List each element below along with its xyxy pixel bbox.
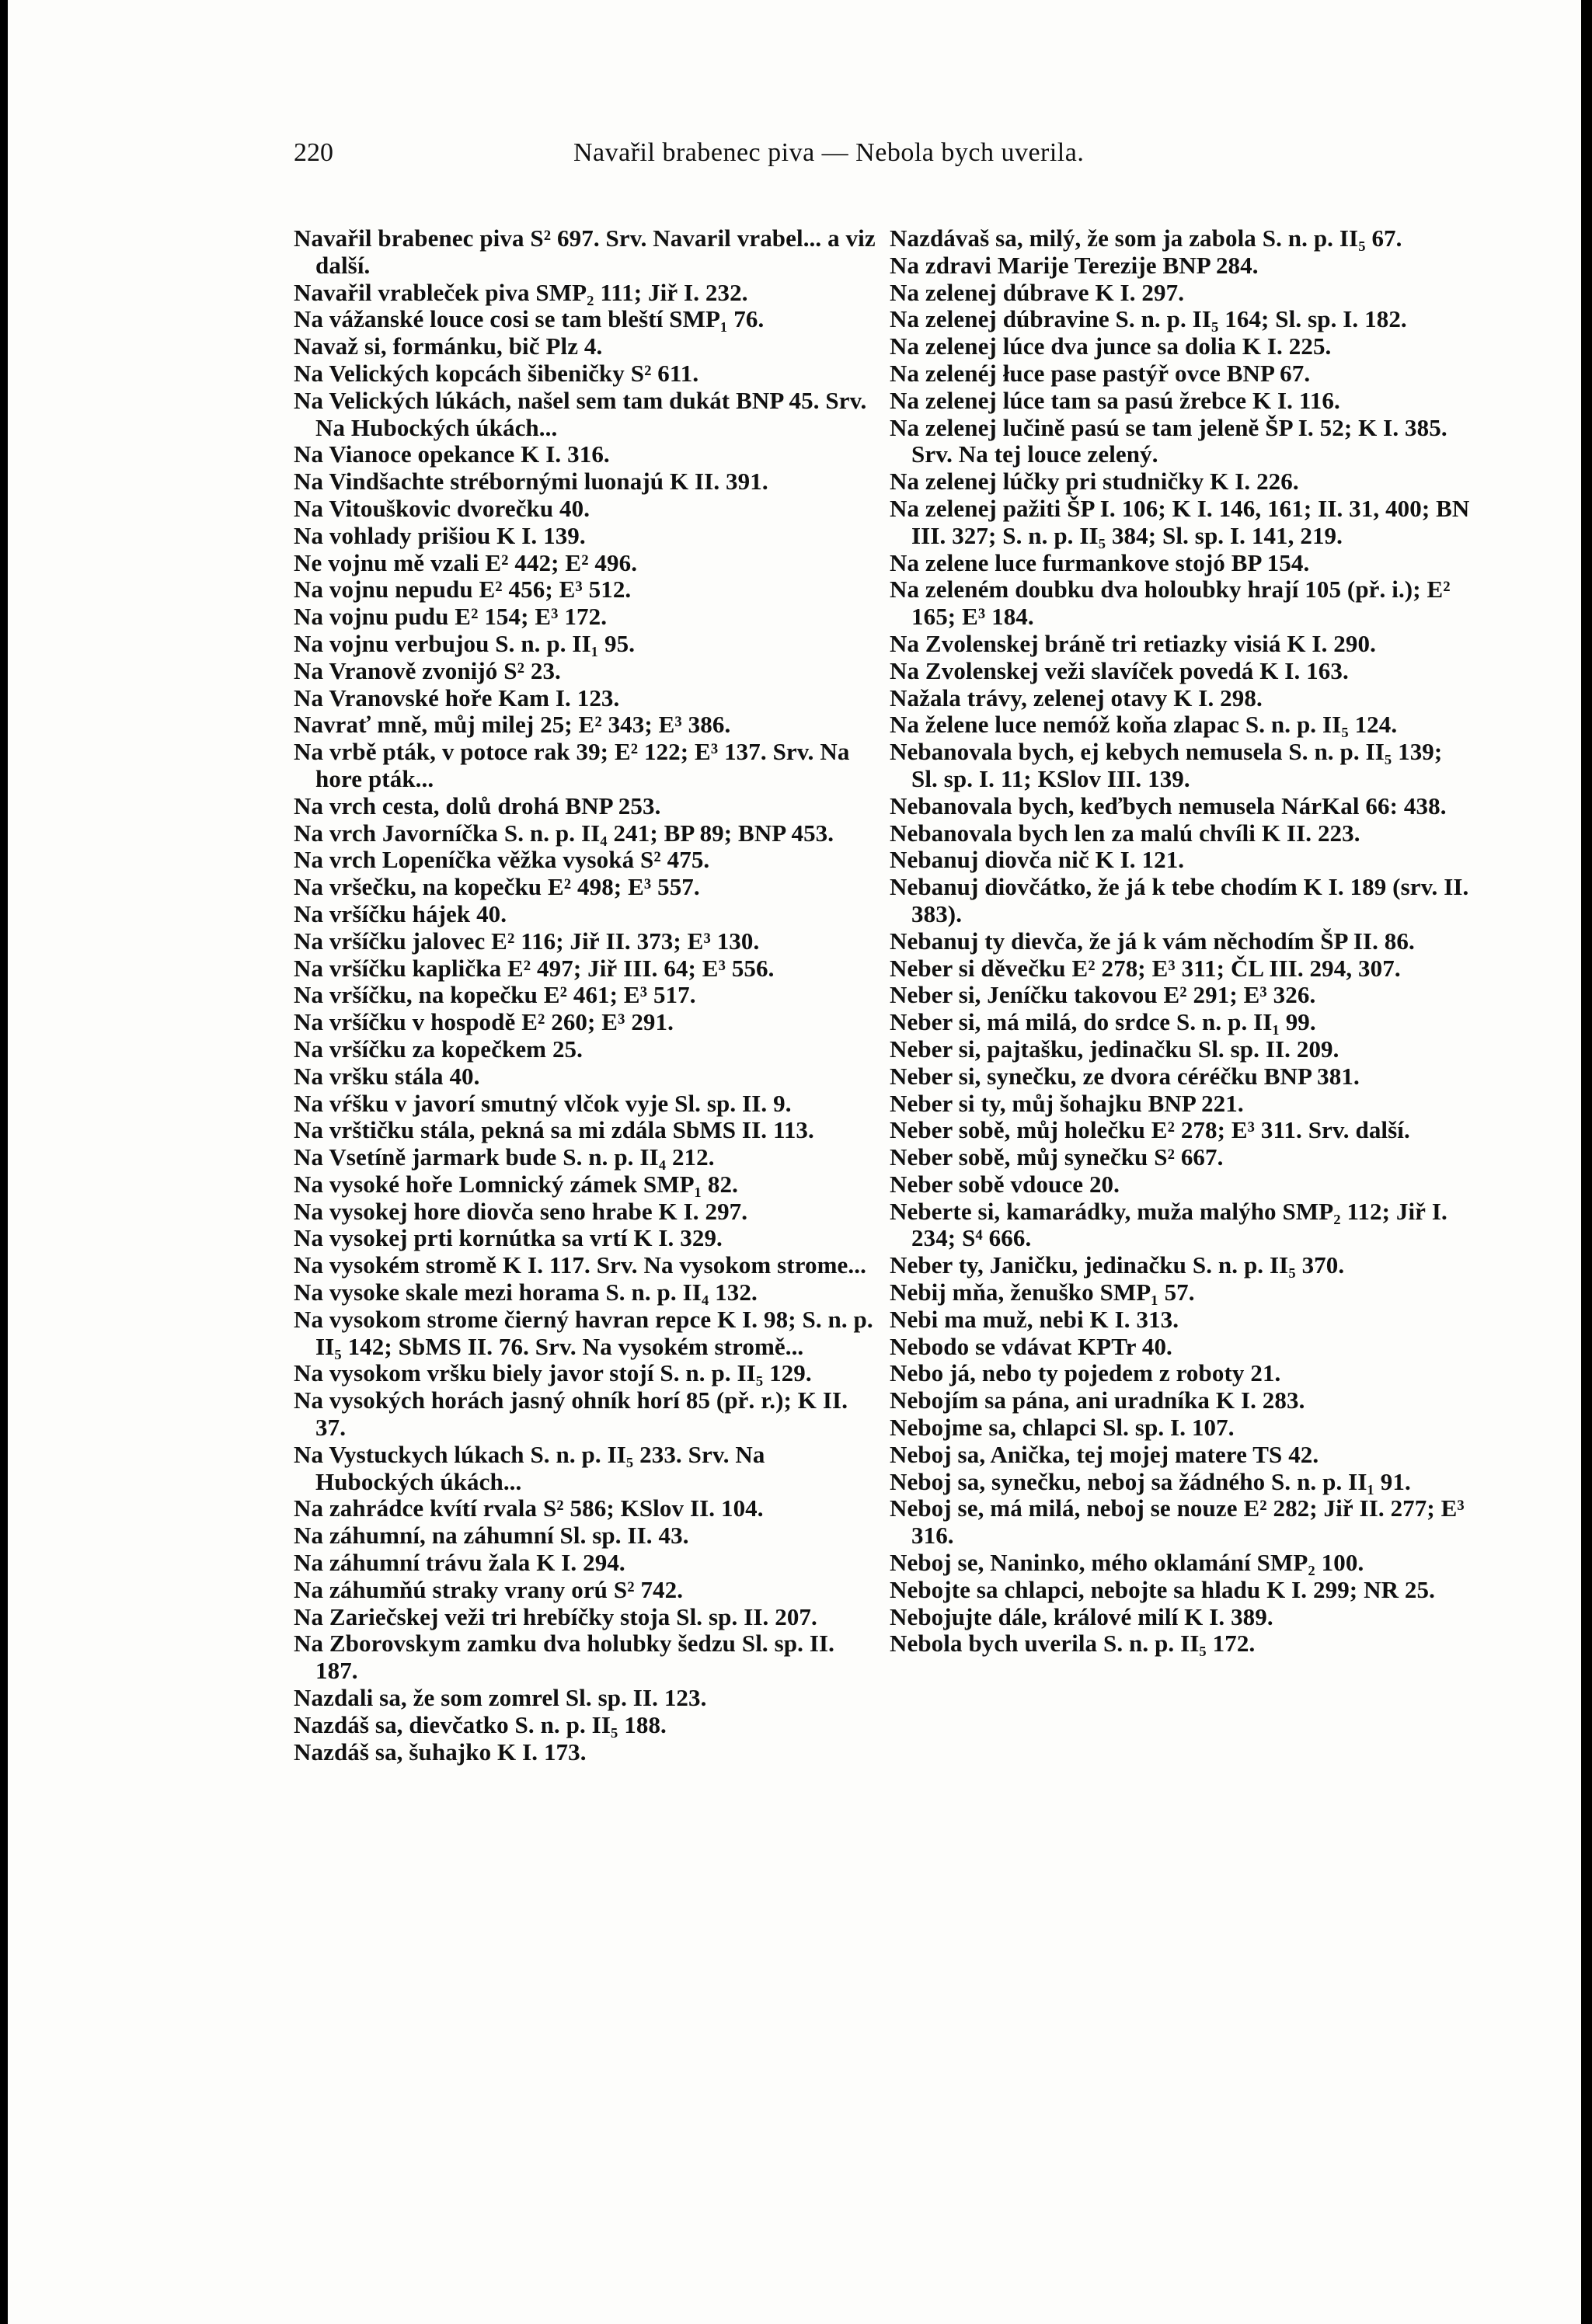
index-entry: Na Zvolenskej veži slavíček povedá K I. 163. [890, 656, 1349, 684]
index-entry: Na zeleném doubku dva holoubky hrají 105 (př. i.); E² 165; E³ 184. [890, 576, 1451, 631]
index-column-right [890, 225, 1472, 1658]
index-entry: Na zelenej lúce tam sa pasú žrebce K I. 116. [890, 386, 1340, 414]
index-entry: Na vršečku, na kopečku E² 498; E³ 557. [294, 873, 700, 901]
index-entry: Nebanuj ty dievča, že já k vám něchodím ŠP II. 86. [890, 927, 1415, 955]
index-entry: Na Velických kopcách šibeničky S² 611. [294, 359, 699, 387]
index-entry: Neber si, má milá, do srdce S. n. p. II₁ 99. [890, 1008, 1316, 1036]
page-number: 220 [294, 138, 333, 167]
index-entry: Na Vsetíně jarmark bude S. n. p. II₄ 212. [294, 1143, 715, 1171]
index-entry: Neber si, pajtašku, jedinačku Sl. sp. II. 209. [890, 1035, 1339, 1063]
index-entry: Neber si ty, můj šohajku BNP 221. [890, 1089, 1244, 1117]
index-entry: Nebodo se vdávat KPTr 40. [890, 1332, 1172, 1360]
index-entry: Neber si děvečku E² 278; E³ 311; ČL III. 294, 307. [890, 954, 1401, 982]
index-entry: Na zelenej dúbravine S. n. p. II₅ 164; Sl. sp. I. 182. [890, 305, 1407, 333]
index-entry: Nazdali sa, že som zomrel Sl. sp. II. 123. [294, 1684, 707, 1712]
index-entry: Navrať mně, můj milej 25; E² 343; E³ 386. [294, 711, 731, 739]
index-entry: Nebanovala bych len za malú chvíli K II. 223. [890, 819, 1360, 847]
index-entry: Na vršíčku hájek 40. [294, 899, 507, 927]
index-entry: Na vojnu verbujou S. n. p. II₁ 95. [294, 629, 636, 657]
index-entry: Na vysoke skale mezi horama S. n. p. II₄ 132. [294, 1279, 758, 1306]
index-entry: Na vršíčku jalovec E² 116; Jiř II. 373; E³ 130. [294, 927, 760, 955]
index-entry: Na vrch cesta, dolů drohá BNP 253. [294, 791, 661, 819]
index-entry: Ne vojnu mě vzali E² 442; E² 496. [294, 548, 638, 576]
index-entry: Na záhumní trávu žala K I. 294. [294, 1549, 625, 1577]
index-column-left [294, 225, 876, 1766]
index-entry: Na Vranově zvonijó S² 23. [294, 656, 561, 684]
index-entry: Nažala trávy, zelenej otavy K I. 298. [890, 684, 1263, 711]
index-entry: Neber sobě vdouce 20. [890, 1170, 1120, 1198]
index-entry: Neber si, Jeníčku takovou E² 291; E³ 326. [890, 981, 1316, 1009]
index-entry: Na vrch Javorníčka S. n. p. II₄ 241; BP 89; BNP 453. [294, 819, 834, 847]
index-entry: Neber sobě, můj holečku E² 278; E³ 311. Srv. další. [890, 1116, 1410, 1144]
index-entry: Na Vranovské hoře Kam I. 123. [294, 684, 620, 711]
index-entry: Na vojnu nepudu E² 456; E³ 512. [294, 576, 632, 604]
index-entry: Neboj sa, Anička, tej mojej matere TS 42. [890, 1440, 1319, 1468]
index-entry: Neboj se, má milá, neboj se nouze E² 282; Jiř II. 277; E³ 316. [890, 1494, 1465, 1550]
index-entry: Nebola bych uverila S. n. p. II₅ 172. [890, 1630, 1256, 1658]
index-entry: Na vrbě pták, v potoce rak 39; E² 122; E³ 137. Srv. Na hore pták... [294, 738, 850, 792]
index-entry: Na zelenej pažiti ŠP I. 106; K I. 146, 161; II. 31, 400; BN III. 327; S. n. p. II₅ 384; Sl. sp. I. 141, 219. [890, 494, 1470, 549]
index-entry: Na záhumňú straky vrany orú S² 742. [294, 1575, 684, 1603]
index-entry: Neberte si, kamarádky, muža malýho SMP₂ 112; Jiř I. 234; S⁴ 666. [890, 1197, 1447, 1252]
index-entry: Na zelenej lúce dva junce sa dolia K I. 225. [890, 332, 1332, 360]
index-entry: Na vršku stála 40. [294, 1062, 480, 1090]
index-entry: Na vršíčku, na kopečku E² 461; E³ 517. [294, 981, 696, 1009]
index-entry: Navaž si, formánku, bič Plz 4. [294, 332, 603, 360]
index-entry: Na Vitouškovic dvorečku 40. [294, 494, 590, 522]
index-entry: Na vohlady prišiou K I. 139. [294, 521, 586, 549]
index-entry: Na vršíčku v hospodě E² 260; E³ 291. [294, 1008, 674, 1036]
index-entry: Neber ty, Janičku, jedinačku S. n. p. II₅ 370. [890, 1251, 1345, 1279]
index-entry: Na vysokých horách jasný ohník horí 85 (př. r.); K II. 37. [294, 1386, 848, 1442]
index-entry: Na Zborovskym zamku dva holubky šedzu Sl. sp. II. 187. [294, 1630, 835, 1685]
index-entry: Neber sobě, můj synečku S² 667. [890, 1143, 1224, 1171]
index-entry: Nebanovala bych, ej kebych nemusela S. n. p. II₅ 139; Sl. sp. I. 11; KSlov III. 139. [890, 738, 1443, 792]
index-entry: Nebojujte dále, králové milí K I. 389. [890, 1602, 1273, 1630]
page-header [0, 138, 1592, 177]
index-entry: Na Zariečskej veži tri hrebíčky stoja Sl. sp. II. 207. [294, 1602, 817, 1630]
index-entry: Nebojme sa, chlapci Sl. sp. I. 107. [890, 1414, 1235, 1442]
index-entry: Na Velických lúkách, našel sem tam dukát BNP 45. Srv. Na Hubockých úkách... [294, 386, 867, 441]
index-entry: Na želene luce nemóž koňa zlapac S. n. p. II₅ 124. [890, 711, 1398, 739]
index-entry: Na vršíčku za kopečkem 25. [294, 1035, 583, 1063]
index-entry: Na vysokom vršku biely javor stojí S. n. p. II₅ 129. [294, 1359, 812, 1387]
index-entry: Na Vianoce opekance K I. 316. [294, 440, 610, 468]
index-entry: Nazdávaš sa, milý, že som ja zabola S. n. p. II₅ 67. [890, 224, 1402, 252]
index-entry: Neber si, synečku, ze dvora céréčku BNP 381. [890, 1062, 1360, 1090]
scan-edge-left [0, 0, 8, 2324]
index-entry: Nazdáš sa, šuhajko K I. 173. [294, 1738, 587, 1766]
index-entry: Nebo já, nebo ty pojedem z roboty 21. [890, 1359, 1281, 1387]
index-entry: Na zelenej dúbrave K I. 297. [890, 278, 1185, 306]
index-entry: Na vrštičku stála, pekná sa mi zdála SbMS II. 113. [294, 1116, 814, 1144]
index-entry: Na zahrádce kvítí rvala S² 586; KSlov II. 104. [294, 1494, 764, 1522]
index-entry: Nebanuj diovča nič K I. 121. [890, 846, 1185, 874]
index-entry: Neboj se, Naninko, mého oklamání SMP₂ 100. [890, 1549, 1364, 1577]
scan-edge-right [1581, 0, 1592, 2324]
index-entry: Na vŕšku v javorí smutný vlčok vyje Sl. sp. II. 9. [294, 1089, 792, 1117]
index-entry: Nebij mňa, ženuško SMP₁ 57. [890, 1279, 1195, 1306]
index-entry: Navařil vrableček piva SMP₂ 111; Jiř I. 232. [294, 278, 748, 306]
running-title: Navařil brabenec piva — Nebola bych uverila. [573, 138, 1085, 167]
index-entry: Na vysokej hore diovča seno hrabe K I. 297. [294, 1197, 748, 1225]
index-entry: Na zelene luce furmankove stojó BP 154. [890, 548, 1310, 576]
index-entry: Na vršíčku kaplička E² 497; Jiř III. 64; E³ 556. [294, 954, 775, 982]
index-entry: Nebi ma muž, nebi K I. 313. [890, 1305, 1179, 1333]
index-entry: Na zdravi Marije Terezije BNP 284. [890, 251, 1259, 279]
index-entry: Neboj sa, synečku, neboj sa žádného S. n. p. II₁ 91. [890, 1467, 1411, 1495]
index-entry: Nebojím sa pána, ani uradníka K I. 283. [890, 1386, 1305, 1414]
index-entry: Na zelenéj łuce pase pastýř ovce BNP 67. [890, 359, 1311, 387]
index-entry: Na vysokej prti kornútka sa vrtí K I. 329. [294, 1224, 723, 1252]
index-entry: Na Vindšachte strébornými luonajú K II. 391. [294, 468, 768, 496]
index-entry: Nebanovala bych, keďbych nemusela NárKal 66: 438. [890, 791, 1447, 819]
index-entry: Na Vystuckych lúkach S. n. p. II₅ 233. Srv. Na Hubockých úkách... [294, 1440, 765, 1495]
index-entry: Nazdáš sa, dievčatko S. n. p. II₅ 188. [294, 1710, 667, 1738]
index-entry: Na záhumní, na záhumní Sl. sp. II. 43. [294, 1522, 689, 1550]
index-entry: Na vysokom strome čierný havran repce K I. 98; S. n. p. II₅ 142; SbMS II. 76. Srv. Na vysokém stromě... [294, 1305, 873, 1360]
index-entry: Nebojte sa chlapci, nebojte sa hladu K I. 299; NR 25. [890, 1575, 1435, 1603]
index-entry: Na vysokém stromě K I. 117. Srv. Na vysokom strome... [294, 1251, 866, 1279]
index-entry: Na zelenej lúčky pri studničky K I. 226. [890, 468, 1299, 496]
index-entry: Nebanuj diovčátko, že já k tebe chodím K I. 189 (srv. II. 383). [890, 873, 1469, 927]
index-entry: Na vojnu pudu E² 154; E³ 172. [294, 603, 608, 631]
index-entry: Navařil brabenec piva S² 697. Srv. Navaril vrabel... a viz další. [294, 224, 876, 279]
index-entry: Na vrch Lopeníčka věžka vysoká S² 475. [294, 846, 710, 874]
index-entry: Na zelenej lučině pasú se tam jelenĕ ŠP I. 52; K I. 385. Srv. Na tej louce zelený. [890, 413, 1447, 468]
index-entry: Na Zvolenskej bráně tri retiazky visiá K I. 290. [890, 629, 1376, 657]
index-entry: Na vážanské louce cosi se tam bleští SMP₁ 76. [294, 305, 765, 333]
index-entry: Na vysoké hoře Lomnický zámek SMP₁ 82. [294, 1170, 738, 1198]
